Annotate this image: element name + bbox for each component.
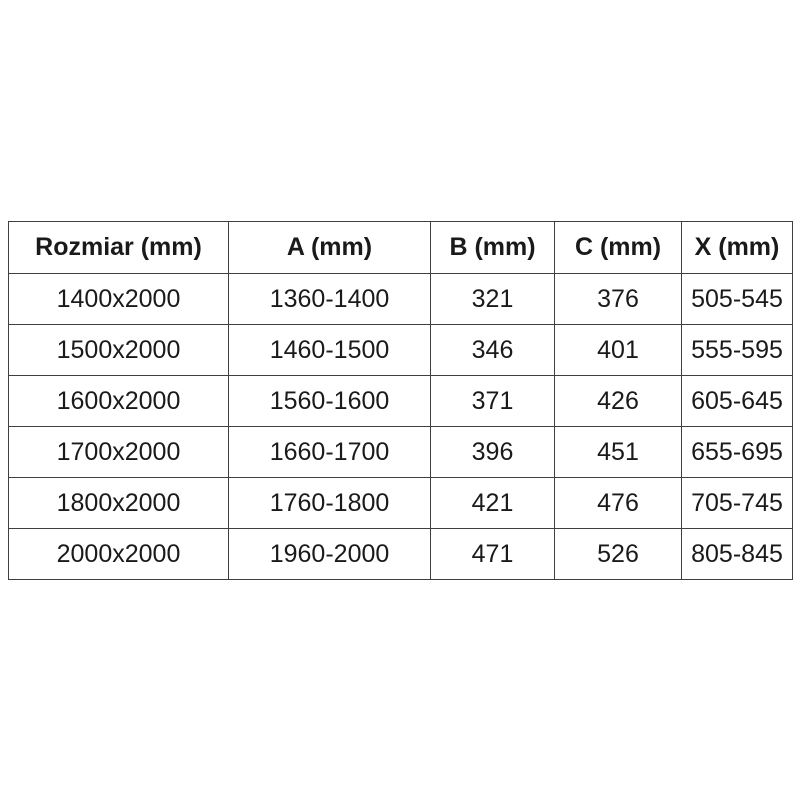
header-row [9, 222, 793, 274]
table-cell: 1500x2000 [9, 325, 229, 376]
table-row [9, 376, 793, 427]
table-cell: 376 [555, 274, 682, 325]
table-cell: 426 [555, 376, 682, 427]
table-cell: 705-745 [682, 478, 793, 529]
table-cell: 451 [555, 427, 682, 478]
table-cell: 1700x2000 [9, 427, 229, 478]
table-cell: 321 [431, 274, 555, 325]
column-header-rozmiar: Rozmiar (mm) [9, 222, 229, 274]
column-header-x: X (mm) [682, 222, 793, 274]
column-header-c: C (mm) [555, 222, 682, 274]
table-cell: 505-545 [682, 274, 793, 325]
table-cell: 371 [431, 376, 555, 427]
column-header-b: B (mm) [431, 222, 555, 274]
table-cell: 1560-1600 [229, 376, 431, 427]
column-header-a: A (mm) [229, 222, 431, 274]
table-cell: 1360-1400 [229, 274, 431, 325]
table-cell: 1460-1500 [229, 325, 431, 376]
table-cell: 421 [431, 478, 555, 529]
table-cell: 346 [431, 325, 555, 376]
table-cell: 1400x2000 [9, 274, 229, 325]
table-cell: 401 [555, 325, 682, 376]
table-row [9, 274, 793, 325]
table-row [9, 427, 793, 478]
table-cell: 1760-1800 [229, 478, 431, 529]
table-cell: 2000x2000 [9, 529, 229, 580]
table-cell: 526 [555, 529, 682, 580]
table-row [9, 325, 793, 376]
table-row [9, 529, 793, 580]
table-cell: 1600x2000 [9, 376, 229, 427]
table-cell: 476 [555, 478, 682, 529]
table-cell: 471 [431, 529, 555, 580]
table-cell: 1800x2000 [9, 478, 229, 529]
table-cell: 1660-1700 [229, 427, 431, 478]
table-cell: 805-845 [682, 529, 793, 580]
table-cell: 555-595 [682, 325, 793, 376]
size-dimensions-table [8, 221, 793, 580]
table-cell: 655-695 [682, 427, 793, 478]
table-cell: 1960-2000 [229, 529, 431, 580]
table-cell: 396 [431, 427, 555, 478]
table-row [9, 478, 793, 529]
table-cell: 605-645 [682, 376, 793, 427]
